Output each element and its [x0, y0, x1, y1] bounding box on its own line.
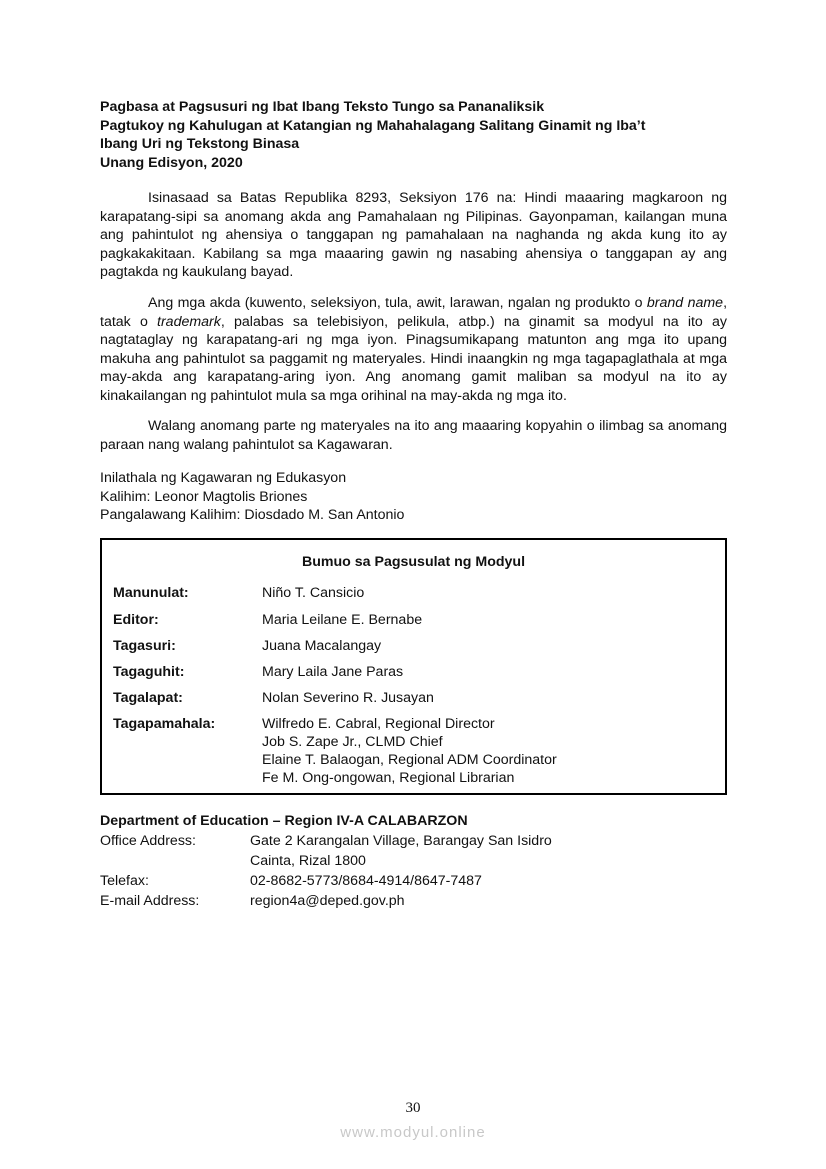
telefax-label: Telefax:: [100, 873, 149, 889]
credit-role: Tagalapat:: [113, 690, 183, 706]
credits-title: Bumuo sa Pagsusulat ng Modyul: [301, 554, 526, 570]
credit-name: Wilfredo E. Cabral, Regional Director: [262, 716, 495, 732]
trademark-term: trademark: [157, 313, 221, 330]
credit-role: Tagasuri:: [113, 638, 176, 654]
watermark: www.modyul.online: [340, 1124, 486, 1141]
department-block: [100, 811, 552, 911]
credit-role: Tagapamahala:: [113, 716, 216, 732]
module-series-title: Pagbasa at Pagsusuri ng Ibat Ibang Teksto Tungo sa Pananaliksik: [100, 99, 545, 115]
credit-name: Maria Leilane E. Bernabe: [262, 612, 423, 628]
department-title: Department of Education – Region IV-A CALABARZON: [100, 813, 468, 829]
permissions-text-e: , palabas sa telebisiyon, pelikula, atbp.) na ginamit sa modyul na ito ay nagtataglay ng karapatang-ari ng mga iyon. Pinagsumikapang matunton ang mga ito upang makuha ang pahintulot sa paggamit ng materyales. Hindi inaangkin ng mga tagapaglathala at mga may-akda ang karapatang-aring iyon. Ang anomang gamit maliban sa modyul na ito ay kinakailangan ng pahintulot mula sa mga orihinal na may-akda ng mga ito.: [100, 313, 727, 404]
credit-name: Niño T. Cansicio: [262, 585, 365, 601]
publisher-block: [100, 469, 404, 525]
office-address-line-2: Cainta, Rizal 1800: [250, 853, 366, 869]
secretary-line: Kalihim: Leonor Magtolis Briones: [100, 488, 308, 505]
permissions-paragraph: [100, 294, 727, 405]
credit-name: Juana Macalangay: [262, 638, 382, 654]
module-title-line-1: Pagtukoy ng Kahulugan at Katangian ng Mahahalagang Salitang Ginamit ng Iba’t: [100, 117, 646, 134]
office-address-label: Office Address:: [100, 833, 196, 849]
module-title-line-2: Ibang Uri ng Tekstong Binasa: [100, 136, 300, 152]
credit-name: Job S. Zape Jr., CLMD Chief: [262, 734, 443, 750]
credit-name: Elaine T. Balaogan, Regional ADM Coordinator: [262, 752, 557, 768]
undersecretary-line: Pangalawang Kalihim: Diosdado M. San Antonio: [100, 507, 405, 523]
email-row: [100, 891, 468, 911]
permissions-text-a: Ang mga akda (kuwento, seleksiyon, tula, awit, larawan, ngalan ng produkto o: [148, 295, 647, 311]
reproduction-paragraph: Walang anomang parte ng materyales na ito ang maaaring kopyahin o ilimbag sa anomang paraan nang walang pahintulot sa Kagawaran.: [100, 418, 727, 453]
copyright-paragraph: Isinasaad sa Batas Republika 8293, Seksiyon 176 na: Hindi maaaring magkaroon ng karapatang-sipi sa anomang akda ang Pamahalaan ng Pilipinas. Gayonpaman, kailangan muna ang pahintulot ng ahensiya o tanggapan ng pamahalaan na naghanda ng akda kung ito ay pagkakakitaan. Kabilang sa mga maaaring gawin ng nasabing ahensiya o tanggapan ay ang pagtakda ng kaukulang bayad.: [100, 190, 727, 280]
telefax-value: 02-8682-5773/8684-4914/8647-7487: [250, 873, 482, 889]
office-address-row: [100, 831, 552, 851]
credits-box: [100, 538, 727, 795]
credit-names: [262, 715, 557, 787]
permissions-text-c: , tatak o: [100, 295, 728, 330]
email-label: E-mail Address:: [100, 893, 200, 909]
telefax-row: [100, 871, 482, 891]
edition-label: Unang Edisyon, 2020: [100, 154, 243, 171]
email-value: region4a@deped.gov.ph: [250, 893, 405, 909]
credit-name: Fe M. Ong-ongowan, Regional Librarian: [262, 770, 515, 786]
credit-name: Mary Laila Jane Paras: [262, 664, 404, 680]
credit-name: Nolan Severino R. Jusayan: [262, 690, 434, 706]
page-number: 30: [405, 1100, 421, 1116]
credit-role: Manunulat:: [113, 585, 189, 601]
brand-name-term: brand name: [646, 295, 724, 311]
publisher-line: Inilathala ng Kagawaran ng Edukasyon: [100, 470, 347, 486]
office-address-line-1: Gate 2 Karangalan Village, Barangay San Isidro: [250, 833, 552, 849]
credit-role: Tagaguhit:: [113, 664, 185, 680]
office-address-row-2: [100, 851, 468, 871]
credit-role: Editor:: [113, 612, 159, 628]
document-header: [100, 98, 740, 172]
